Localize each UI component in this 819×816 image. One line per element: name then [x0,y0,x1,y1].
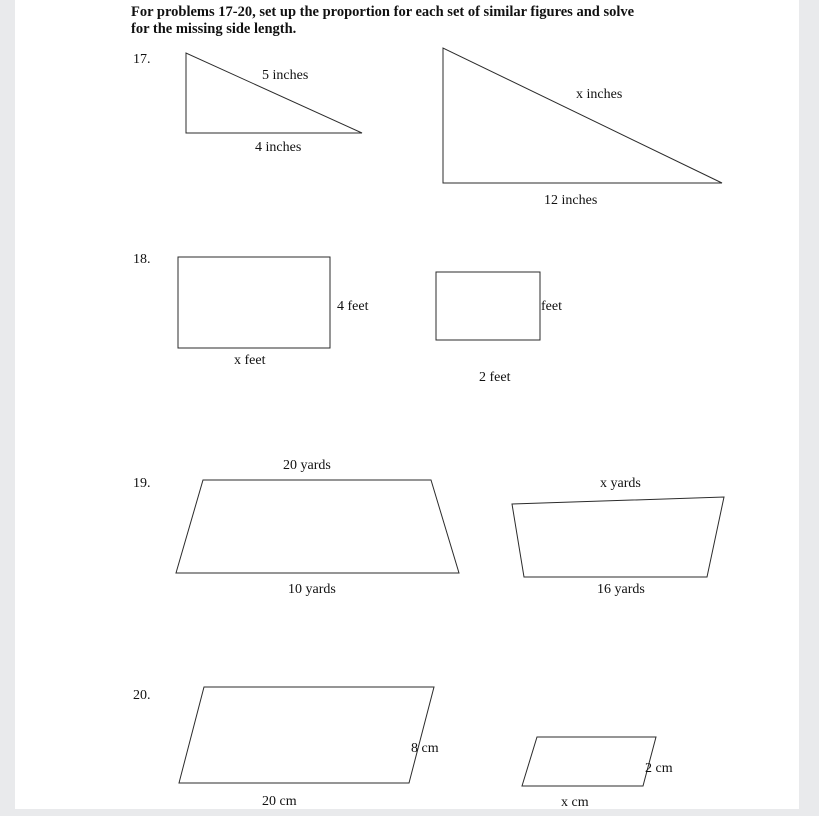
p19-large-base-label: 10 yards [288,582,336,597]
p18-small-side-label: feet [541,299,562,314]
problem-18-number: 18. [133,252,151,267]
problem-19-number: 19. [133,476,151,491]
instructions-line-2: for the missing side length. [131,21,297,37]
problem-17-number: 17. [133,52,151,67]
p19-small-top-label: x yards [600,476,641,491]
p18-large-side-label: 4 feet [337,299,369,314]
p18-small-base-label: 2 feet [479,370,511,385]
parallelogram-20-small [522,737,656,786]
parallelogram-20-large [179,687,434,783]
p17-small-hypotenuse-label: 5 inches [262,68,309,83]
p20-large-base-label: 20 cm [262,794,297,809]
trapezoid-19-small [512,497,724,577]
p18-large-base-label: x feet [234,353,266,368]
triangle-17-small [186,53,362,133]
p20-small-side-label: 2 cm [645,761,673,776]
instructions-line-1: For problems 17-20, set up the proportion for each set of similar figures and solve [131,4,635,20]
triangle-17-large [443,48,722,183]
rectangle-18-small [436,272,540,340]
p20-large-side-label: 8 cm [411,741,439,756]
rectangle-18-large [178,257,330,348]
p19-large-top-label: 20 yards [283,458,331,473]
p20-small-base-label: x cm [561,795,589,810]
trapezoid-19-large [176,480,459,573]
problem-20-number: 20. [133,688,151,703]
p17-small-base-label: 4 inches [255,140,302,155]
p17-large-base-label: 12 inches [544,193,598,208]
p19-small-base-label: 16 yards [597,582,645,597]
p17-large-hypotenuse-label: x inches [576,87,623,102]
